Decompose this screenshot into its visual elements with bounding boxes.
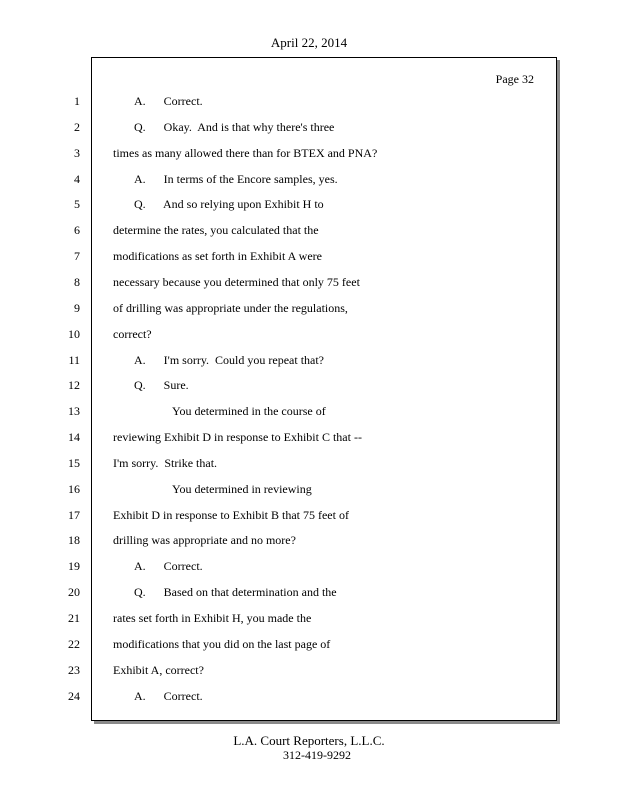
transcript-line: A. Correct. <box>134 559 203 574</box>
transcript-line: rates set forth in Exhibit H, you made the <box>113 611 312 625</box>
line-number: 17 <box>68 507 80 522</box>
line-number: 8 <box>74 274 80 289</box>
transcript-line: Q. Based on that determination and the <box>134 585 337 600</box>
transcript-line: A. Correct. <box>134 94 203 108</box>
line-number: 11 <box>68 352 80 367</box>
transcript-line: Q. And so relying upon Exhibit H to <box>134 197 324 212</box>
transcript-line: Exhibit A, correct? <box>113 662 204 677</box>
page-number: Page 32 <box>495 72 534 86</box>
line-number: 1 <box>74 94 80 108</box>
line-number: 4 <box>74 171 80 186</box>
line-number: 5 <box>74 197 80 212</box>
line-number: 13 <box>68 404 80 419</box>
transcript-line: Exhibit D in response to Exhibit B that 75 feet of <box>113 507 349 522</box>
transcript-line: modifications as set forth in Exhibit A were <box>113 249 322 264</box>
transcript-line: You determined in reviewing <box>172 481 312 496</box>
footer-phone: 312-419-9292 <box>283 748 351 762</box>
line-number: 16 <box>68 481 80 496</box>
transcript-line: I'm sorry. Strike that. <box>113 455 218 470</box>
line-number: 10 <box>68 326 80 341</box>
transcript-line: A. In terms of the Encore samples, yes. <box>134 171 338 186</box>
line-number: 22 <box>68 636 80 651</box>
line-number: 14 <box>68 430 80 445</box>
transcript-line: determine the rates, you calculated that the <box>113 223 319 238</box>
transcript-line: of drilling was appropriate under the regulations, <box>113 300 348 315</box>
transcript-line: You determined in the course of <box>172 404 326 419</box>
transcript-line: times as many allowed there than for BTEX and PNA? <box>113 145 378 160</box>
header-date: April 22, 2014 <box>270 35 348 50</box>
transcript-line: A. Correct. <box>134 688 203 703</box>
line-number: 7 <box>74 249 80 264</box>
transcript-line: Q. Sure. <box>134 378 189 393</box>
transcript-line: modifications that you did on the last page of <box>113 636 331 651</box>
line-number: 3 <box>74 145 80 160</box>
transcript-line: Q. Okay. And is that why there's three <box>134 119 335 134</box>
transcript-line: A. I'm sorry. Could you repeat that? <box>134 352 325 367</box>
line-number: 24 <box>68 688 80 703</box>
line-number: 19 <box>68 559 80 574</box>
line-number: 15 <box>68 455 80 470</box>
transcript-line: necessary because you determined that only 75 feet <box>113 274 360 289</box>
line-number: 20 <box>68 585 80 600</box>
line-number: 12 <box>68 378 80 393</box>
line-number: 18 <box>68 533 80 548</box>
transcript-line: reviewing Exhibit D in response to Exhibit C that -- <box>113 430 362 445</box>
line-number: 9 <box>74 300 80 315</box>
line-number: 6 <box>74 223 80 238</box>
footer-company: L.A. Court Reporters, L.L.C. <box>233 733 385 748</box>
transcript-line: drilling was appropriate and no more? <box>113 533 296 548</box>
line-number: 2 <box>74 119 80 134</box>
line-number: 21 <box>68 611 80 625</box>
line-number: 23 <box>68 662 80 677</box>
transcript-line: correct? <box>113 326 152 341</box>
